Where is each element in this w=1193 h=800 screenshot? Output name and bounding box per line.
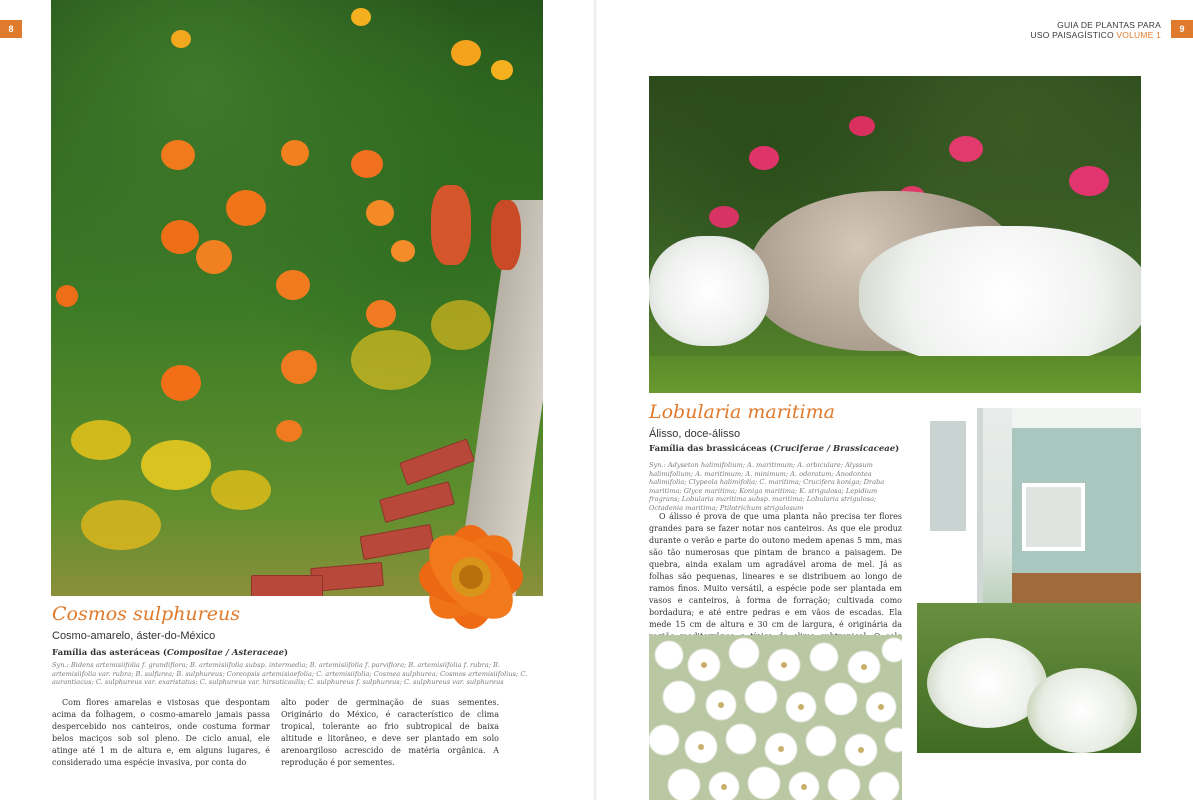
running-head-line2: USO PAISAGÍSTICO (1030, 30, 1114, 40)
house-garden-photo (917, 408, 1141, 753)
right-page (597, 0, 1193, 800)
synonyms-cosmos: Syn.: Bidens artemisiifolia f. grandiflora; B. artemisiifolia subsp. intermedia; B. artemisiifolia f. parviflora; B. artemisiifolia f. rubra; B. artemisiifolia var. rubra; B. sulfurea; B. sulphureus; Coreopsis artemisiaefolia; C. artemisiifolia; Cosmea sulphurea; Cosmos artemisiifolius; C. aurantiacus; C. sulphureus var. exaristatus; C. sulphureus var. hirsuticaulis; C. sulphureus f. sulphureus; C. sulphureus var. sulphureus (52, 661, 528, 687)
alyssum-left (649, 236, 769, 346)
body-text-cosmos-col2: alto poder de germinação de suas sementes. Originário do México, é característico de clima tropical, tolerante ao frio subtropical de baixa altitude e litorâneo, e deve ser plantado em solo arenoargiloso acrescido de matéria orgânica. A reprodução é por sementes. (281, 698, 499, 767)
left-page (0, 0, 596, 800)
family-cosmos: Família das asteráceas (Compositae / Asteraceae) (52, 648, 289, 658)
running-head-volume: VOLUME 1 (1116, 30, 1161, 40)
house-window-right (1022, 483, 1085, 551)
house-window-left (927, 418, 969, 534)
family-lobularia: Família das brassicáceas (Cruciferae / Brassicaceae) (649, 444, 900, 454)
body-text-cosmos-col1: Com flores amarelas e vistosas que despontam acima da folhagem, o cosmo-amarelo jamais passa despercebido nos canteiros, onde costuma formar belos maciços sob sol pleno. De ciclo anual, ele atinge até 1 m de altura e, em alguns lugares, é considerado uma espécie invasiva, por conta do (52, 698, 270, 767)
synonyms-lobularia: Syn.: Adyseton halimifolium; A. maritimum; A. orbiculare; Alyssum halimifolium; A. maritimum; A. minimum; A. odoratum; Anodontea halimifolia; Clypeola halimifolia; C. maritima; Crucifera koniga; Draba maritima; Glyce maritima; Koniga maritima; K. strigulosa; Lepidium fragrans; Lobularia maritima subsp. maritima; Lobularia strigulosa; Octadenia maritima; Ptilotrichum strigulosum (649, 461, 885, 512)
alyssum-closeup-photo (649, 635, 902, 800)
cosmos-flower-closeup (393, 505, 543, 645)
plant-title-cosmos: Cosmos sulphureus (52, 603, 240, 625)
page-number-right: 9 (1171, 20, 1193, 38)
alyssum-rock-photo (649, 76, 1141, 393)
common-names-lobularia: Álisso, doce-álisso (649, 428, 741, 440)
body-text-lobularia: O álisso é prova de que uma planta não precisa ter flores grandes para se fazer notar nos canteiros. As que ele produz durante o verão e parte do outono medem apenas 5 mm, mas são tão numerosas que pintam de branco a paisagem. De quebra, ainda exalam um agradável aroma de mel. Já as folhas são pequenas, lineares e se distribuem ao longo de ramos finos. Muito versátil, a espécie pode ser plantada em vasos e canteiros, à forma de forração; cultivada como bordadura; e até entre pedras e em vãos de escadas. Ela mede 15 cm de altura e 30 cm de largura, é originária da (649, 512, 902, 629)
alyssum-right (859, 226, 1141, 366)
alyssum-flowers-closeup (649, 635, 902, 800)
plant-title-lobularia: Lobularia maritima (649, 401, 835, 423)
wooden-deck (1012, 573, 1141, 603)
common-names-cosmos: Cosmo-amarelo, áster-do-México (52, 630, 216, 642)
running-head (1031, 20, 1162, 40)
page-number-left: 8 (0, 20, 22, 38)
running-head-line1: GUIA DE PLANTAS PARA (1057, 20, 1161, 30)
